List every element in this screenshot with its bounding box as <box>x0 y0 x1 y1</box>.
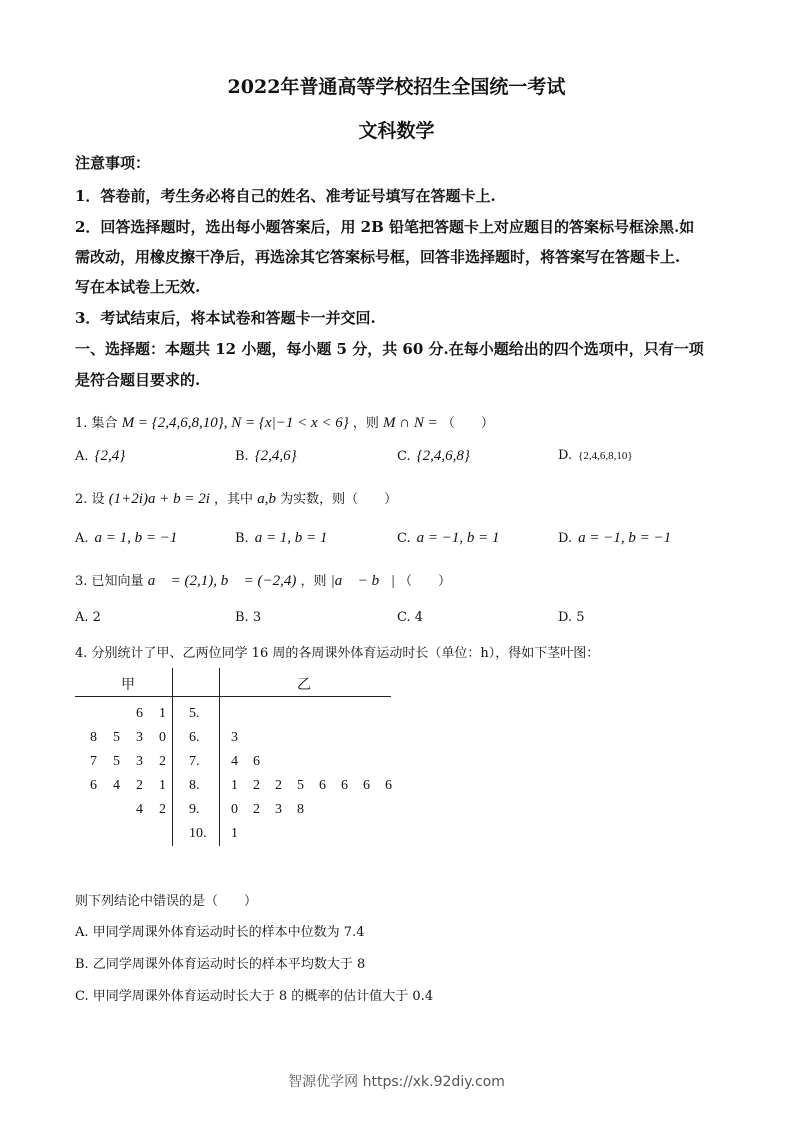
section-1-line2: 是符合题目要求的. <box>75 371 201 389</box>
footer-watermark: 智源优学网 https://xk.92diy.com <box>288 1074 505 1090</box>
left-leaf: 2 <box>159 802 166 817</box>
right-leaf: 6 <box>363 778 370 793</box>
notice-item-2-line3: 写在本试卷上无效. <box>75 278 201 296</box>
left-leaf: 8 <box>90 730 97 745</box>
right-leaf: 0 <box>231 802 238 817</box>
stem-left-divider <box>172 668 173 846</box>
right-leaf: 3 <box>231 730 238 745</box>
q3-mid: ，则 <box>300 574 327 589</box>
left-leaf: 7 <box>90 754 97 769</box>
right-leaf: 6 <box>341 778 348 793</box>
right-leaf: 6 <box>319 778 326 793</box>
stem: 9. <box>189 802 200 817</box>
left-leaf: 5 <box>113 730 120 745</box>
right-leaf: 2 <box>275 778 282 793</box>
stem-leaf-plot <box>75 668 395 848</box>
stem: 7. <box>189 754 200 769</box>
question-4-text: 4. 分别统计了甲、乙两位同学 16 周的各周课外体育运动时长（单位：h），得如下茎叶图： <box>75 646 600 661</box>
stem: 5. <box>189 706 200 721</box>
question-3 <box>75 570 451 590</box>
q1-option-a: A. {2,4} <box>75 448 126 464</box>
stem: 8. <box>189 778 200 793</box>
page-title: 2022年普通高等学校招生全国统一考试 <box>227 76 566 98</box>
q1-mid: ，则 <box>352 416 379 431</box>
right-leaf: 2 <box>253 778 260 793</box>
q3-formula-2: |a⃗ − b⃗| <box>330 573 395 589</box>
left-leaf: 1 <box>159 778 166 793</box>
left-leaf: 1 <box>159 706 166 721</box>
q4-option-a: A. 甲同学周课外体育运动时长的样本中位数为 7.4 <box>75 925 365 940</box>
q1-formula-2: M ∩ N = <box>383 415 438 431</box>
q3-option-d: D. 5 <box>558 610 585 625</box>
q3-suffix: （ ） <box>399 574 452 589</box>
left-leaf: 6 <box>136 706 143 721</box>
q1-option-b: B. {2,4,6} <box>235 448 297 464</box>
q3-option-c: C. 4 <box>397 610 424 625</box>
q3-prefix: 3. 已知向量 <box>75 574 144 589</box>
right-leaf: 1 <box>231 778 238 793</box>
q4-option-b: B. 乙同学周课外体育运动时长的样本平均数大于 8 <box>75 957 366 972</box>
notice-item-2-line2: 需改动，用橡皮擦干净后，再选涂其它答案标号框，回答非选择题时，将答案写在答题卡上. <box>75 248 681 266</box>
q3-option-a: A. 2 <box>75 610 101 625</box>
section-1-line1: 一、选择题：本题共 12 小题，每小题 5 分，共 60 分.在每小题给出的四个选项中，只有一项 <box>75 340 704 358</box>
stem: 6. <box>189 730 200 745</box>
right-leaf: 5 <box>297 778 304 793</box>
notice-item-1: 1．答卷前，考生务必将自己的姓名、准考证号填写在答题卡上. <box>75 187 496 205</box>
right-leaf: 6 <box>385 778 392 793</box>
q2-option-c: C. a = −1, b = 1 <box>397 530 500 546</box>
q2-mid: ，其中 <box>214 492 254 507</box>
left-leaf: 0 <box>159 730 166 745</box>
question-2 <box>75 488 397 508</box>
q3-option-b: B. 3 <box>235 610 262 625</box>
left-leaf: 3 <box>136 754 143 769</box>
right-leaf: 1 <box>231 826 238 841</box>
right-leaf: 2 <box>253 802 260 817</box>
notice-heading: 注意事项： <box>75 154 151 172</box>
q1-option-c: C. {2,4,6,8} <box>397 448 470 464</box>
q4-option-c: C. 甲同学周课外体育运动时长大于 8 的概率的估计值大于 0.4 <box>75 989 434 1004</box>
stem-right-divider <box>219 668 220 846</box>
right-leaf: 6 <box>253 754 260 769</box>
q1-option-d: D. {2,4,6,8,10} <box>558 448 633 463</box>
q2-option-b: B. a = 1, b = 1 <box>235 530 328 546</box>
q1-formula: M = {2,4,6,8,10}, N = {x|−1 < x < 6} <box>121 415 349 431</box>
q2-formula: (1+2i)a + b = 2i <box>108 491 210 507</box>
left-leaf: 3 <box>136 730 143 745</box>
left-leaf: 5 <box>113 754 120 769</box>
right-leaf: 8 <box>297 802 304 817</box>
page-subtitle: 文科数学 <box>358 120 435 142</box>
left-leaf: 2 <box>136 778 143 793</box>
q2-option-d: D. a = −1, b = −1 <box>558 530 672 546</box>
q1-suffix: （ ） <box>441 416 494 431</box>
stem-header-right: 乙 <box>297 678 311 693</box>
stem-header-divider <box>75 696 391 697</box>
left-leaf: 4 <box>136 802 143 817</box>
question-1 <box>75 412 494 432</box>
q3-formula: a⃗ = (2,1), b⃗ = (−2,4) <box>147 573 297 589</box>
q1-prefix: 1. 集合 <box>75 416 118 431</box>
q2-option-a: A. a = 1, b = −1 <box>75 530 178 546</box>
notice-item-2-line1: 2．回答选择题时，选出每小题答案后，用 2B 铅笔把答题卡上对应题目的答案标号框涂黑.如 <box>75 218 695 236</box>
left-leaf: 6 <box>90 778 97 793</box>
q2-formula-2: a,b <box>257 491 276 507</box>
stem: 10. <box>189 826 207 841</box>
q2-suffix: 为实数，则（ ） <box>280 492 398 507</box>
q2-prefix: 2. 设 <box>75 492 105 507</box>
left-leaf: 4 <box>113 778 120 793</box>
notice-item-3: 3．考试结束后，将本试卷和答题卡一并交回. <box>75 309 376 327</box>
left-leaf: 2 <box>159 754 166 769</box>
right-leaf: 4 <box>231 754 238 769</box>
stem-header-left: 甲 <box>121 678 135 693</box>
right-leaf: 3 <box>275 802 282 817</box>
question-4-prompt: 则下列结论中错误的是（ ） <box>75 894 258 909</box>
